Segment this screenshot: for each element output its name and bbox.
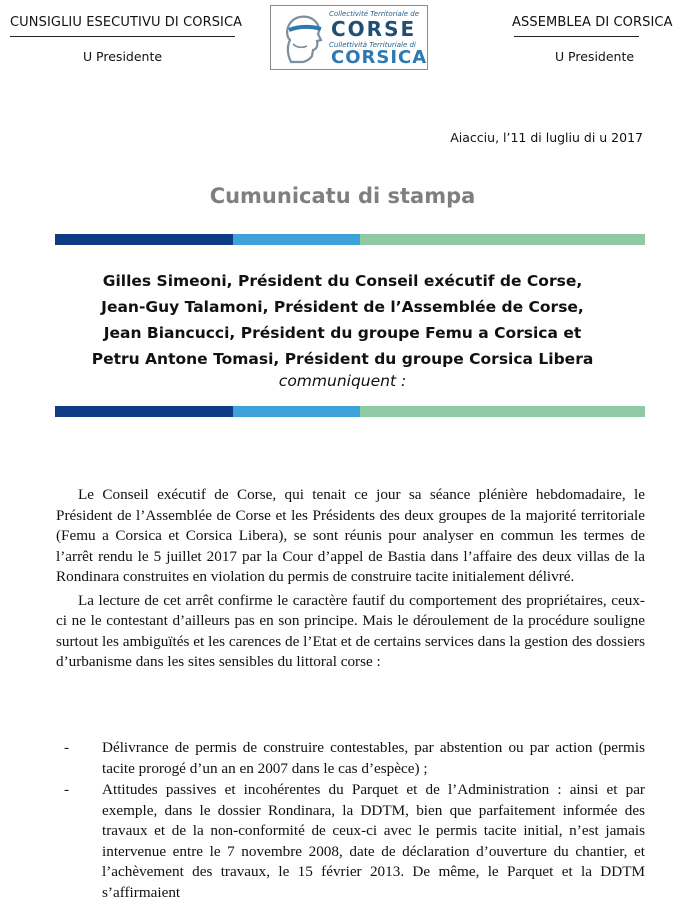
assembly-name: ASSEMBLEA DI CORSICA bbox=[512, 15, 673, 30]
paragraph: La lecture de cet arrêt confirme le caractère fautif du comportement des propriétaires, ceux-ci ne le contestant d’ailleurs pas en son principe. Mais le déroulement de la procédure souligne surtout les ambiguïtés et les carences de l’Etat et de certains services dans la gestion des dossiers d’urbanisme dans les sites sensibles du littoral corse : bbox=[56, 591, 645, 670]
header-right bbox=[512, 15, 677, 64]
band-segment-dark-blue bbox=[55, 234, 233, 245]
list-item-text: Délivrance de permis de construire contestables, par abstention ou par action (permis tacite prorogé d’un an en 2007 dans le cas d’espèce) ; bbox=[102, 739, 645, 777]
band-segment-green bbox=[360, 406, 645, 417]
band-segment-green bbox=[360, 234, 645, 245]
executive-council-president: U Presidente bbox=[82, 49, 163, 64]
body-text bbox=[56, 485, 645, 673]
author-line: Jean-Guy Talamoni, Président de l’Assemblée de Corse, bbox=[101, 298, 584, 316]
assembly-president: U Presidente bbox=[554, 49, 635, 64]
paragraph: Le Conseil exécutif de Corse, qui tenait ce jour sa séance plénière hebdomadaire, le Président de l’Assemblée de Corse et les Présidents des deux groupes de la majorité territoriale (Femu a Corsica et Corsica Libera), se sont réunis pour analyser en commun les termes de l’arrêt rendu le 5 juillet 2017 par la Cour d’appel de Bastia dans l’affaire des deux villas de la Rondinara construites en violation du permis de construire tacite initialement délivré. bbox=[56, 486, 645, 585]
list-item bbox=[56, 738, 645, 779]
list-item-text: Attitudes passives et incohérentes du Parquet et de l’Administration : ainsi et par exemple, dans le dossier Rondinara, la DDTM, bien que parfaitement informée des travaux et de la non-conformité de ceux-ci avec le permis tacite initial, n’est jamais intervenue entre le 7 novembre 2008, date de déclaration d’ouverture du chantier, et l’achèvement des travaux, le 15 février 2013. De même, le Parquet et la DDTM s’affirmaient bbox=[102, 781, 645, 901]
header-left bbox=[10, 15, 243, 64]
moor-head-icon bbox=[277, 10, 329, 66]
bullet-list bbox=[56, 738, 645, 903]
band-segment-light-blue bbox=[233, 234, 360, 245]
press-release-title: Cumunicatu di stampa bbox=[209, 184, 476, 208]
color-band-top bbox=[55, 234, 645, 245]
author-line: Petru Antone Tomasi, Président du groupe Corsica Libera bbox=[91, 350, 594, 368]
list-item bbox=[56, 780, 645, 903]
logo-line-2: CORSE bbox=[331, 17, 417, 41]
band-segment-light-blue bbox=[233, 406, 360, 417]
color-band-bottom bbox=[55, 406, 645, 417]
header-left-rule bbox=[10, 36, 235, 37]
collectivite-logo bbox=[270, 5, 428, 70]
header-right-rule bbox=[514, 36, 639, 37]
logo-line-4: CORSICA bbox=[331, 47, 428, 68]
logo-line-3: Cullettività Territuriale di bbox=[329, 41, 416, 49]
list-dash: - bbox=[64, 781, 70, 798]
logo-line-1: Collectivité Territoriale de bbox=[329, 10, 420, 18]
author-line: Jean Biancucci, Président du groupe Femu a Corsica et bbox=[103, 324, 582, 342]
band-segment-dark-blue bbox=[55, 406, 233, 417]
author-line: Gilles Simeoni, Président du Conseil exécutif de Corse, bbox=[102, 272, 583, 290]
executive-council-name: CUNSIGLIU ESECUTIVU DI CORSICA bbox=[10, 15, 243, 30]
authors-verb: communiquent : bbox=[278, 372, 407, 390]
authors-block bbox=[0, 268, 685, 394]
list-dash: - bbox=[64, 739, 70, 756]
date-line: Aiacciu, l’11 di lugliu di u 2017 bbox=[450, 130, 643, 145]
